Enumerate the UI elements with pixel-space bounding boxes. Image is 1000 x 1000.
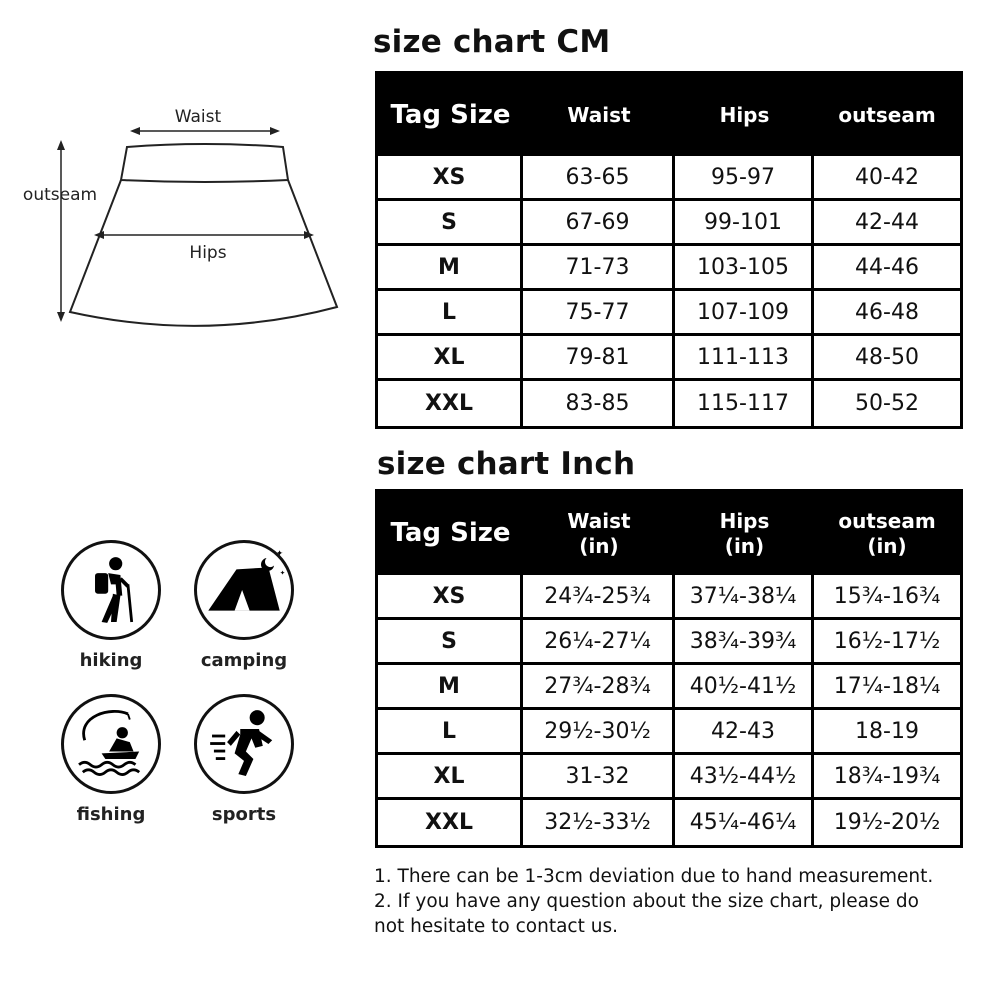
tag-size-cell: XXL bbox=[378, 381, 523, 426]
measurement-cell: 46-48 bbox=[814, 291, 960, 336]
table-row bbox=[378, 665, 960, 710]
tag-size-cell: XS bbox=[378, 156, 523, 201]
header-cell: Waist (in) bbox=[567, 508, 631, 558]
measurement-cell: 43½-44½ bbox=[675, 755, 814, 800]
activity-hiking bbox=[46, 540, 176, 671]
measurement-cell: 63-65 bbox=[523, 156, 675, 201]
measurement-cell: 42-43 bbox=[675, 710, 814, 755]
cm-chart-title: size chart CM bbox=[373, 24, 611, 60]
measurement-cell: 99-101 bbox=[675, 201, 814, 246]
measurement-cell: 115-117 bbox=[675, 381, 814, 426]
measurement-cell: 71-73 bbox=[523, 246, 675, 291]
skirt-diagram bbox=[0, 90, 360, 350]
tag-size-cell: XL bbox=[378, 755, 523, 800]
header-cell: Waist bbox=[567, 102, 631, 127]
svg-text:✦: ✦ bbox=[275, 548, 284, 559]
measurement-cell: 38¾-39¾ bbox=[675, 620, 814, 665]
measurement-cell: 40½-41½ bbox=[675, 665, 814, 710]
cm-size-table bbox=[375, 71, 963, 429]
tag-size-cell: M bbox=[378, 246, 523, 291]
measurement-cell: 24¾-25¾ bbox=[523, 575, 675, 620]
table-header bbox=[378, 74, 960, 156]
header-cell: Tag Size bbox=[390, 518, 511, 548]
tag-size-cell: S bbox=[378, 620, 523, 665]
measurement-cell: 75-77 bbox=[523, 291, 675, 336]
measurement-cell: 40-42 bbox=[814, 156, 960, 201]
activity-camping bbox=[179, 540, 309, 671]
activity-label: sports bbox=[211, 804, 277, 825]
notes bbox=[374, 864, 934, 939]
tag-size-cell: L bbox=[378, 710, 523, 755]
inch-chart-title: size chart Inch bbox=[377, 446, 636, 482]
measurement-cell: 26¼-27¼ bbox=[523, 620, 675, 665]
measurement-cell: 103-105 bbox=[675, 246, 814, 291]
table-row bbox=[378, 291, 960, 336]
measurement-cell: 19½-20½ bbox=[814, 800, 960, 845]
measurement-cell: 48-50 bbox=[814, 336, 960, 381]
measurement-cell: 29½-30½ bbox=[523, 710, 675, 755]
measurement-cell: 37¼-38¼ bbox=[675, 575, 814, 620]
table-row bbox=[378, 575, 960, 620]
table-row bbox=[378, 710, 960, 755]
table-row bbox=[378, 755, 960, 800]
table-row bbox=[378, 620, 960, 665]
measurement-cell: 44-46 bbox=[814, 246, 960, 291]
measurement-cell: 31-32 bbox=[523, 755, 675, 800]
header-cell: Hips bbox=[719, 102, 770, 127]
measurement-cell: 79-81 bbox=[523, 336, 675, 381]
tag-size-cell: XS bbox=[378, 575, 523, 620]
tag-size-cell: M bbox=[378, 665, 523, 710]
measurement-cell: 95-97 bbox=[675, 156, 814, 201]
hiking-icon bbox=[61, 540, 161, 640]
measurement-cell: 83-85 bbox=[523, 381, 675, 426]
header-cell: Tag Size bbox=[390, 99, 511, 130]
tag-size-cell: S bbox=[378, 201, 523, 246]
measurement-cell: 17¼-18¼ bbox=[814, 665, 960, 710]
measurement-cell: 18-19 bbox=[814, 710, 960, 755]
table-row bbox=[378, 156, 960, 201]
waist-arrow bbox=[130, 127, 280, 135]
table-header bbox=[378, 492, 960, 575]
measurement-cell: 18¾-19¾ bbox=[814, 755, 960, 800]
measurement-cell: 42-44 bbox=[814, 201, 960, 246]
table-row bbox=[378, 246, 960, 291]
measurement-cell: 107-109 bbox=[675, 291, 814, 336]
note-2: 2. If you have any question about the size chart, please do not hesitate to contact us. bbox=[374, 891, 919, 937]
measurement-cell: 15¾-16¾ bbox=[814, 575, 960, 620]
header-cell: outseam bbox=[838, 102, 936, 127]
table-row bbox=[378, 201, 960, 246]
measurement-cell: 32½-33½ bbox=[523, 800, 675, 845]
svg-text:✦: ✦ bbox=[279, 568, 286, 577]
activity-label: hiking bbox=[79, 650, 143, 671]
activity-sports bbox=[179, 694, 309, 825]
measurement-cell: 67-69 bbox=[523, 201, 675, 246]
table-row bbox=[378, 381, 960, 426]
measurement-cell: 50-52 bbox=[814, 381, 960, 426]
camping-icon bbox=[194, 540, 294, 640]
measurement-cell: 111-113 bbox=[675, 336, 814, 381]
table-row bbox=[378, 336, 960, 381]
activity-fishing bbox=[46, 694, 176, 825]
hips-arrow bbox=[94, 231, 314, 239]
waist-label: Waist bbox=[174, 107, 222, 127]
activity-label: fishing bbox=[76, 804, 146, 825]
tag-size-cell: L bbox=[378, 291, 523, 336]
sports-icon bbox=[194, 694, 294, 794]
hips-label: Hips bbox=[189, 243, 227, 263]
measurement-cell: 16½-17½ bbox=[814, 620, 960, 665]
measurement-cell: 45¼-46¼ bbox=[675, 800, 814, 845]
outseam-label: outseam bbox=[22, 185, 98, 205]
tag-size-cell: XL bbox=[378, 336, 523, 381]
note-1: 1. There can be 1-3cm deviation due to hand measurement. bbox=[374, 866, 934, 887]
activity-label: camping bbox=[200, 650, 288, 671]
header-cell: Hips (in) bbox=[719, 508, 770, 558]
outseam-arrow bbox=[57, 140, 65, 322]
fishing-icon bbox=[61, 694, 161, 794]
measurement-cell: 27¾-28¾ bbox=[523, 665, 675, 710]
tag-size-cell: XXL bbox=[378, 800, 523, 845]
inch-size-table bbox=[375, 489, 963, 848]
header-cell: outseam (in) bbox=[838, 508, 936, 558]
table-row bbox=[378, 800, 960, 845]
